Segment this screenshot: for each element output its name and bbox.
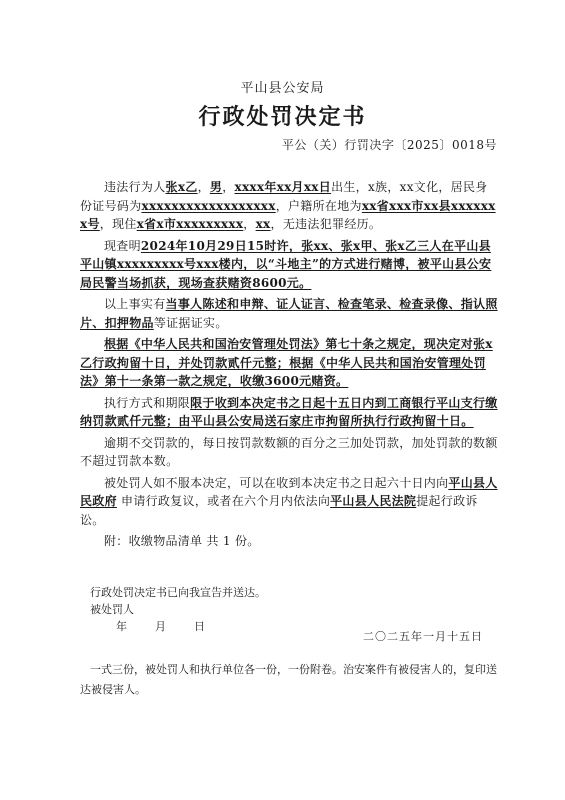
facts-paragraph [80,237,498,293]
attachment-paragraph: 附：收缴物品清单 共 1 份。 [104,534,260,548]
month-label: 月 [155,620,166,633]
offender-residence: x省x市xxxxxxxxx [136,217,244,231]
text-run: ， [222,180,235,194]
footer-note: 一式三份，被处罚人和执行单位各一份，一份附卷。治安案件有被侵害人的，复印送达被侵害人。 [80,663,497,696]
evidence-paragraph [80,295,498,332]
appeal-paragraph [80,474,498,530]
receipt-date-blank [116,618,233,634]
text-run: 被处罚人如不服本决定，可以在收到本决定书之日起六十日内向 [104,475,449,490]
year-label: 年 [116,620,127,633]
offender-sex: 男 [209,180,223,194]
service-receipt [90,584,266,618]
offender-domicile: xx省xxx市xx县xxxxxxx号 [80,198,496,231]
document-title: 行政处罚决定书 [198,104,367,130]
penalty-decision: 根据《中华人民共和国治安管理处罚法》第七十条之规定，现决定对张x乙行政拘留十日，并处罚款贰仟元整；根据《中华人民共和国治安管理处罚法》第十一条第一款之规定，收缴3600元赌资。 [80,337,493,388]
execution-method: 限于收到本决定书之日起十五日内到工商银行平山支行缴纳罚款贰仟元整；由平山县公安局送石家庄市拘留所执行行政拘留十日。 [80,395,498,428]
text-run: 执行方式和期限 [104,395,191,410]
text-run: ，现住 [99,217,137,231]
evidence-list: 当事人陈述和申辩、证人证言、检查笔录、检查录像、指认照片、扣押物品 [80,297,498,330]
issuing-agency: 平山县公安局 [240,81,325,96]
text-run: 出生，x族，xx文化，居民身份证号码为 [80,180,488,213]
text-run: 等证据证实。 [153,315,228,330]
issue-date: 二〇二五年一月十五日 [363,630,483,643]
text-run: 现查明 [104,238,141,253]
receipt-statement: 行政处罚决定书已向我宣告并送达。 [90,586,266,599]
day-label: 日 [194,620,205,633]
offender-id-number: xxxxxxxxxxxxxxxxxx [141,198,276,213]
recipient-signature-label: 被处罚人 [90,603,134,616]
offender-dob: xxxx年xx月xx日 [234,180,332,194]
text-run: ，户籍所在地为 [275,198,362,213]
text-run: 申请行政复议，或者在六个月内依法向 [116,494,331,508]
execution-paragraph [80,394,498,431]
case-facts: 2024年10月29日15时许，张xx、张x甲、张x乙三人在平山县平山镇xxxxxxxxx号xxx楼内，以“斗地主”的方式进行赌博，被平山县公安局民警当场抓获，现场查获赌资8600元。 [80,238,492,290]
litigation-court: 平山县人民法院 [330,494,417,508]
text-run: ， [243,217,256,231]
decision-paragraph [80,335,498,391]
offender-occupation: xx [255,217,271,231]
text-run: 违法行为人 [104,180,166,194]
text-run: ， [197,180,210,194]
text-run: ，无违法犯罪经历。 [270,217,382,231]
text-run: 以上事实有 [104,297,166,311]
offender-name: 张x乙 [165,180,198,194]
review-authority: 平山县人民政府 [80,475,498,508]
text-run: 提起行政诉讼。 [80,494,478,527]
late-payment-paragraph: 逾期不交罚款的，每日按罚款数额的百分之三加处罚款，加处罚款的数额不超过罚款本数。 [80,435,498,468]
offender-info-paragraph [80,178,498,234]
document-body [80,178,498,554]
document-number: 平公（关）行罚决字〔2025〕0018号 [281,138,497,152]
